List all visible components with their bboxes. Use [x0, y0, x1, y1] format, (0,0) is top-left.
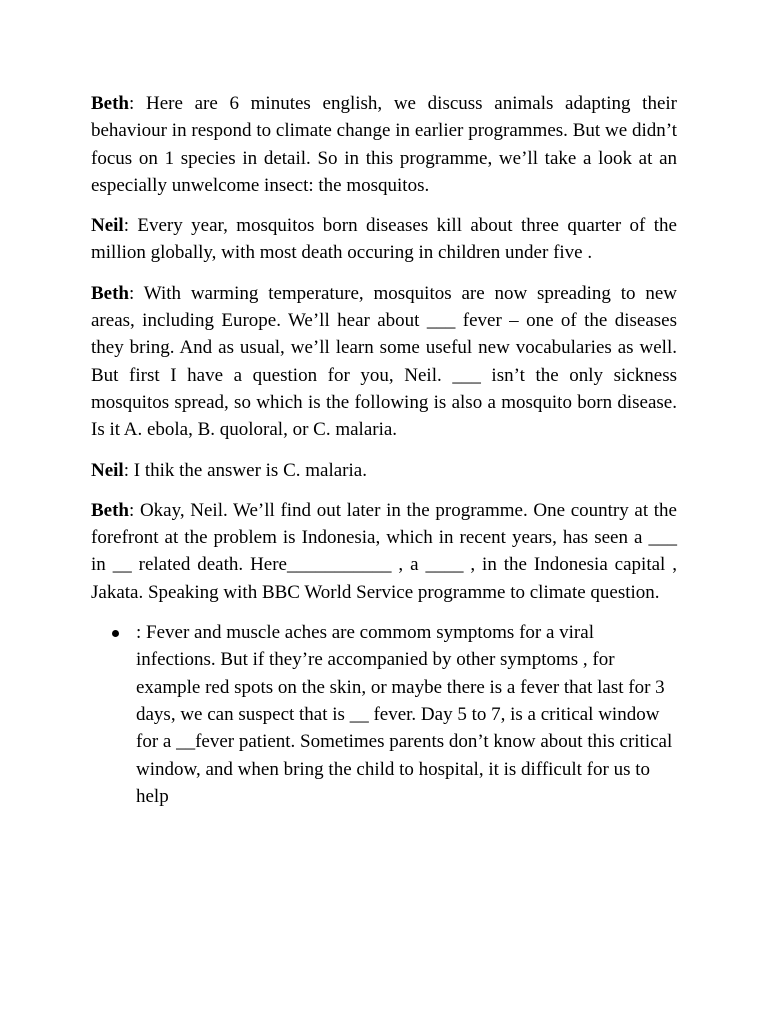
bullet-dot-icon [112, 630, 119, 637]
dialogue-paragraph [91, 457, 677, 484]
dialogue-paragraph [91, 280, 677, 444]
dialogue-text: : Here are 6 minutes english, we discuss animals adapting their behaviour in respond to climate change in earlier programmes. But we didn’t focus on 1 species in detail. So in this programme, we’ll take a look at an especially unwelcome insect: the mosquitos. [91, 93, 677, 196]
speaker-name: Beth [91, 499, 129, 521]
dialogue-text: : Every year, mosquitos born diseases kill about three quarter of the million globally, with most death occuring in children under five . [91, 215, 677, 264]
dialogue-text: : Okay, Neil. We’ll find out later in the programme. One country at the forefront at the problem is Indonesia, which in recent years, has seen a ___ in __ related death. Here___________ , a ____ , in the Indonesia capital , Jakata. Speaking with BBC World Service programme to climate question. [91, 499, 677, 603]
speaker-name: Beth [91, 282, 129, 304]
dialogue-paragraph [91, 497, 677, 606]
dialogue-paragraph [91, 90, 677, 199]
bullet-item [91, 619, 677, 810]
document-page [91, 90, 677, 810]
bullet-text: : Fever and muscle aches are commom symptoms for a viral infections. But if they’re accompanied by other symptoms , for example red spots on the skin, or maybe there is a fever that last for 3 days, we can suspect that is __ fever. Day 5 to 7, is a critical window for a __fever patient. Sometimes parents don’t know about this critical window, and when bring the child to hospital, it is difficult for us to help [136, 622, 673, 807]
speaker-name: Beth [91, 93, 129, 114]
dialogue-paragraph [91, 212, 677, 267]
bullet-list [91, 619, 677, 810]
dialogue-text: : I thik the answer is C. malaria. [123, 459, 367, 481]
dialogue-text: : With warming temperature, mosquitos are now spreading to new areas, including Europe. We’ll hear about ___ fever – one of the diseases they bring. And as usual, we’ll learn some useful new vocabularies as well. But first I have a question for you, Neil. ___ isn’t the only sickness mosquitos spread, so which is the following is also a mosquito born disease. Is it A. ebola, B. quoloral, or C. malaria. [91, 282, 677, 441]
speaker-name: Neil [91, 459, 124, 481]
speaker-name: Neil [91, 215, 124, 237]
